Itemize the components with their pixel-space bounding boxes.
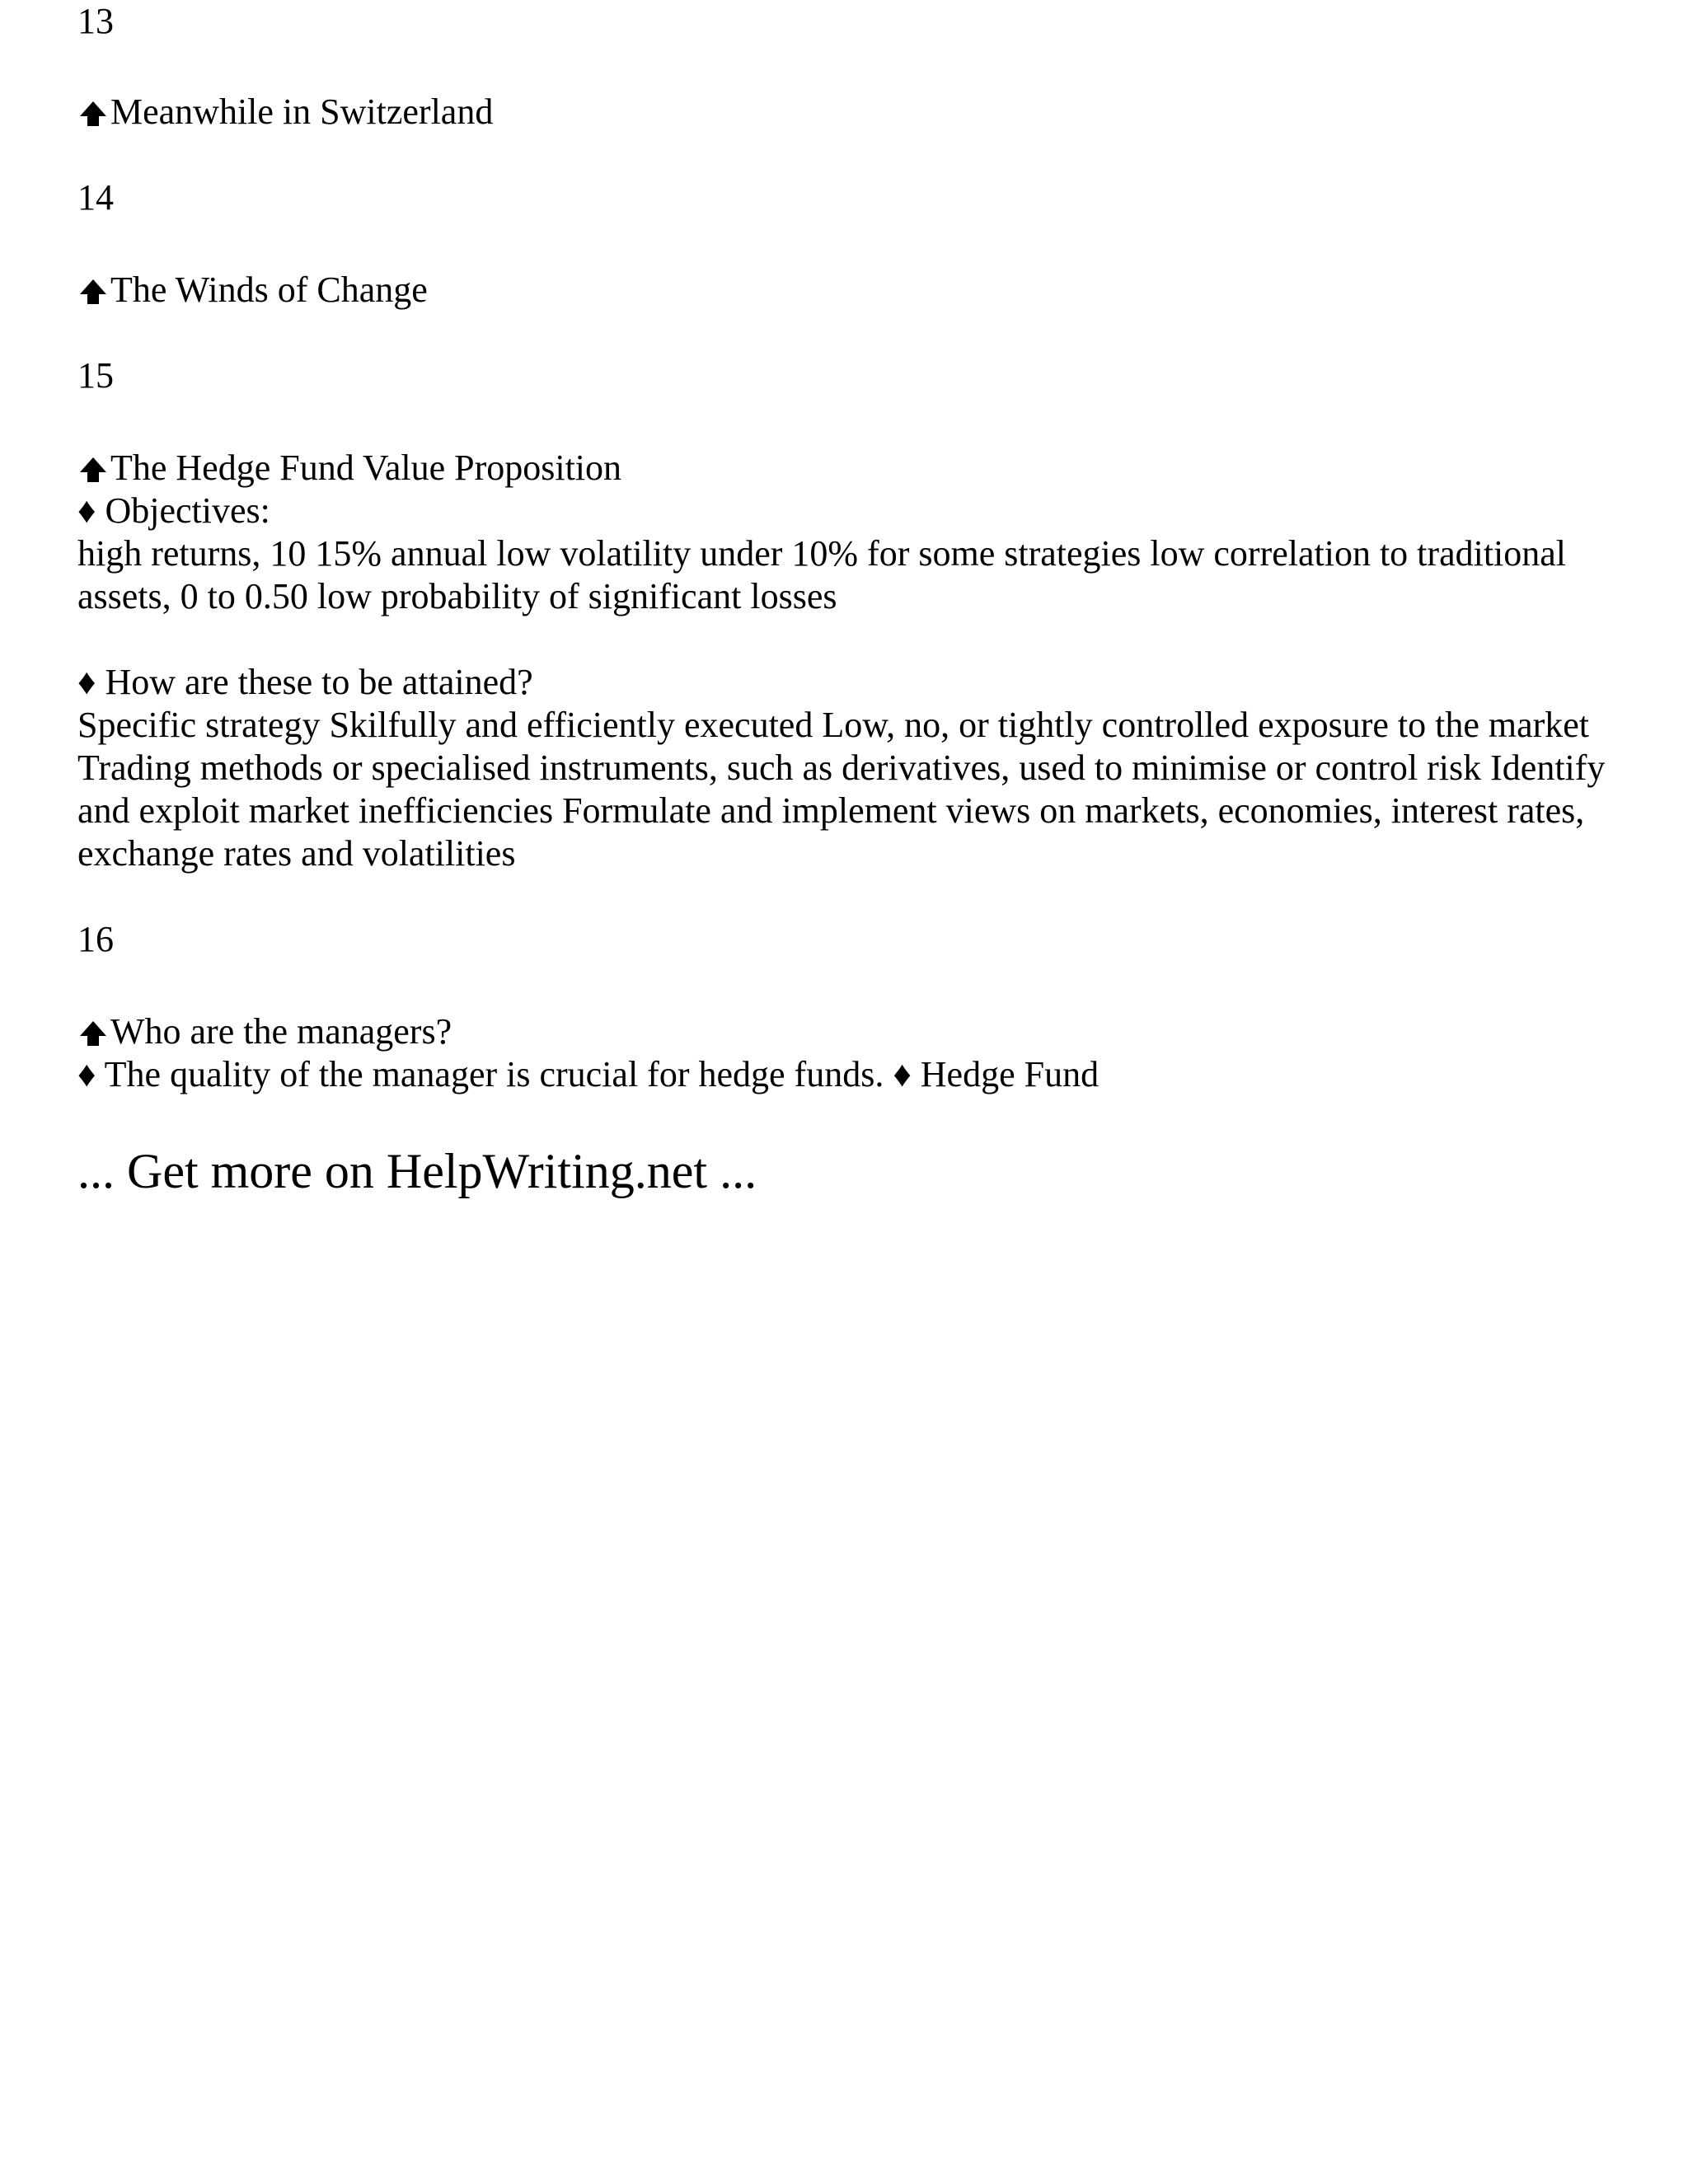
- managers-text: ♦ The quality of the manager is crucial for hedge funds. ♦ Hedge Fund: [77, 1054, 1100, 1094]
- heading-text: The Winds of Change: [110, 269, 428, 310]
- up-arrow-icon: [77, 454, 109, 485]
- section-heading-switzerland: [77, 91, 493, 134]
- section-heading-winds-of-change: [77, 269, 428, 312]
- heading-text: Meanwhile in Switzerland: [110, 91, 494, 132]
- up-arrow-icon: [77, 276, 109, 307]
- objectives-text: high returns, 10 15% annual low volatility under 10% for some strategies low correlation to traditional assets, 0 to 0.50 low probability of significant losses: [77, 533, 1567, 616]
- page-number-14: 14: [77, 177, 114, 218]
- attained-label: ♦ How are these to be attained?: [77, 662, 533, 702]
- section-heading-value-proposition: [77, 447, 621, 490]
- attained-text: Specific strategy Skilfully and efficiently executed Low, no, or tightly controlled exposure to the market Trading methods or specialised instruments, such as derivatives, used to minimise or control risk Identify and exploit market inefficiencies Formulate and implement views on markets, economies, interest rates, exchange rates and volatilities: [77, 705, 1606, 874]
- up-arrow-icon: [77, 98, 109, 129]
- get-more-link[interactable]: ... Get more on HelpWriting.net ...: [77, 1144, 757, 1198]
- up-arrow-icon: [77, 1018, 109, 1049]
- page-number-13: 13: [77, 1, 114, 41]
- page-number-16: 16: [77, 919, 114, 959]
- objectives-label: ♦ Objectives:: [77, 490, 270, 531]
- section-heading-managers: [77, 1010, 452, 1053]
- page-number-15: 15: [77, 355, 114, 396]
- heading-text: Who are the managers?: [110, 1011, 452, 1052]
- heading-text: The Hedge Fund Value Proposition: [110, 448, 622, 488]
